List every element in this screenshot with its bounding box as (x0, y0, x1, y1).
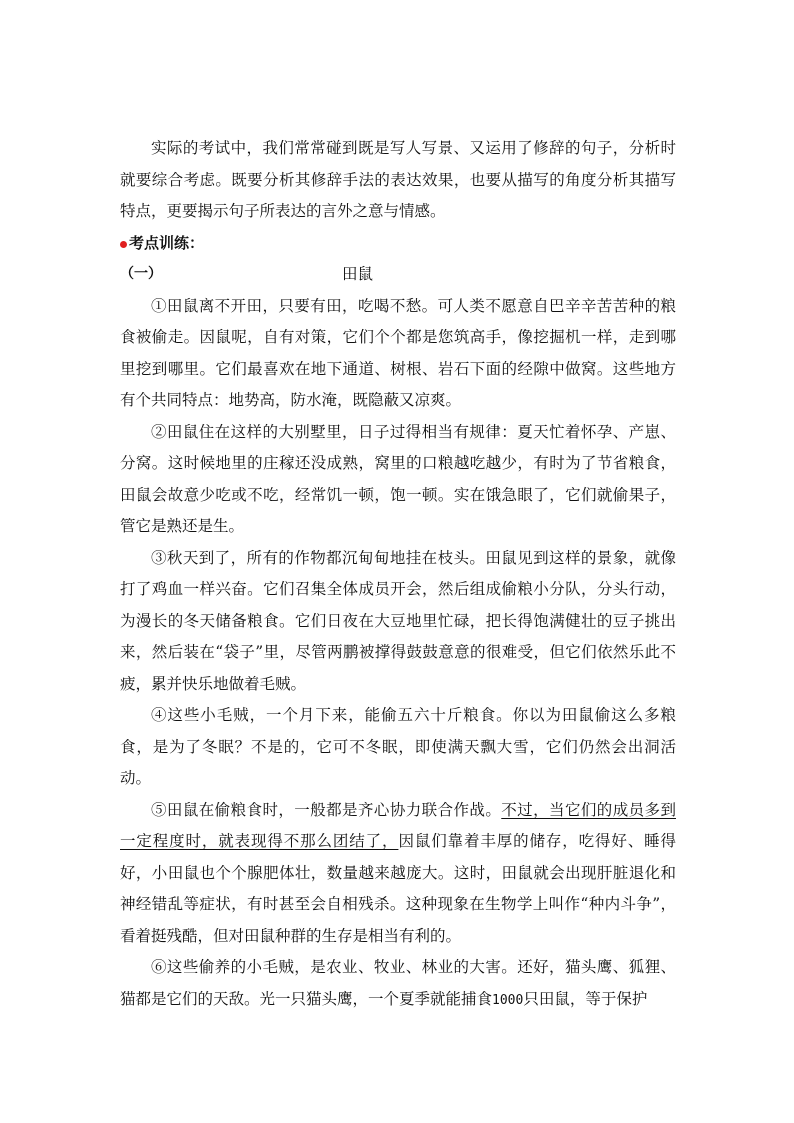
paragraph-6 (120, 952, 676, 1016)
paragraph-5 (120, 795, 676, 953)
document-page (120, 133, 676, 1016)
paragraph-1: ①田鼠离不开田，只要有田，吃喝不愁。可人类不愿意自巴辛辛苦苦种的粮食被偷走。因鼠呢，自有对策，它们个个都是您筑高手，像挖掘机一样，走到哪里挖到哪里。它们最喜欢在地下通道、树根、岩石下面的经隙中做窝。这些地方有个共同特点：地势高，防水淹，既隐蔽又凉爽。 (120, 296, 676, 409)
paragraph-6-end: 只田鼠，等于保护 (523, 989, 648, 1008)
section-heading (120, 228, 676, 260)
title-row (120, 259, 676, 291)
paragraph-6-start: ⑥这些偷养的小毛贼，是农业、牧业、林业的大害。还好，猫头鹰、狐狸、猫都是它们的天敌。光一只猫头鹰，一个夏季就能捕食 (120, 958, 676, 1008)
paragraph-4: ④这些小毛贼，一个月下来，能偷五六十斤粮食。你以为田鼠偷这么多粮食，是为了冬眠？不是的，它可不冬眠，即使满天飘大雪，它们仍然会出洞活动。 (120, 706, 676, 787)
paragraph-5-end: 因鼠们靠着丰厚的储存，吃得好、睡得好，小田鼠也个个腺肥体壮，数量越来越庞大。这时，田鼠就会出现肝脏退化和神经错乱等症状，有时甚至会自相残杀。这种现象在生物学上叫作“种内斗争”，看着挺残酷，但对田鼠种群的生存是相当有利的。 (120, 832, 676, 945)
paragraph-3: ③秋天到了，所有的作物都沉甸甸地挂在枝头。田鼠见到这样的景象，就像打了鸡血一样兴奋。它们召集全体成员开会，然后组成偷粮小分队，分头行动，为漫长的冬天储备粮食。它们日夜在大豆地里忙碌，把长得饱满健壮的豆子挑出来，然后装在“袋子”里，尽管两鹏被撑得鼓鼓意意的很难受，但它们依然乐此不疲，累并快乐地做着毛贼。 (120, 548, 676, 693)
story-title: 田鼠 (342, 265, 374, 283)
intro-paragraph: 实际的考试中，我们常常碰到既是写人写景、又运用了修辞的句子，分析时就要综合考虑。既要分析其修辞手法的表达效果，也要从描写的角度分析其描写特点，更要揭示句子所表达的言外之意与情感。 (120, 139, 676, 220)
bullet-icon (120, 241, 127, 248)
paragraph-2: ②田鼠住在这样的大别墅里，日子过得相当有规律：夏天忙着怀孕、产崽、分窝。这时候地里的庄稼还没成熟，窝里的口粮越吃越少，有时为了节省粮食，田鼠会故意少吃或不吃，经常饥一顿，饱一顿。实在饿急眼了，它们就偷果子，管它是熟还是生。 (120, 422, 676, 535)
part-label: （一） (120, 266, 162, 282)
paragraph-6-number: 1000 (492, 992, 524, 1008)
underlined-sentence: 不过，当它们的成员多到一定程度时，就表现得不那么团结了， (120, 800, 676, 850)
paragraph-5-start: ⑤田鼠在偷粮食时，一般都是齐心协力联合作战。 (151, 800, 502, 819)
section-heading-text: 考点训练： (129, 233, 205, 252)
